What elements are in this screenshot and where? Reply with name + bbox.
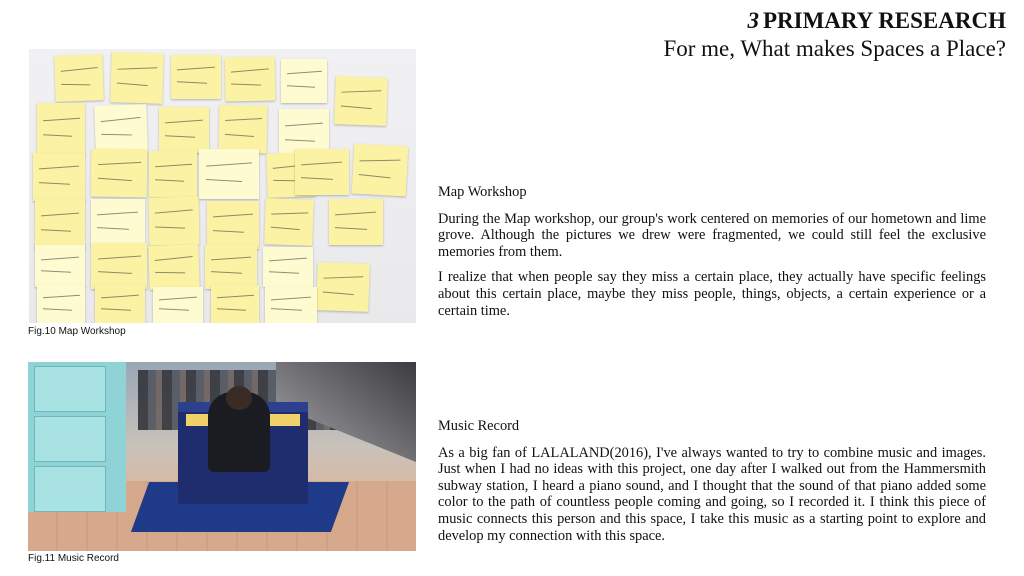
map-workshop-photo [29, 49, 416, 323]
figure-caption: Fig.10 Map Workshop [28, 326, 126, 337]
locker-door [34, 366, 106, 412]
sticky-note [263, 247, 313, 287]
sticky-note [37, 103, 85, 155]
subsection-title: Map Workshop [438, 184, 527, 200]
sticky-note [91, 149, 148, 198]
sticky-note [316, 262, 370, 312]
section-title: PRIMARY RESEARCH [762, 8, 1006, 33]
sticky-note [54, 54, 104, 102]
sticky-note [159, 107, 209, 153]
player-head [226, 386, 252, 410]
sticky-note [95, 285, 145, 323]
sticky-note [35, 199, 85, 249]
page-heading [663, 8, 1006, 63]
sticky-note [205, 245, 257, 289]
lockers [28, 362, 126, 512]
sticky-note [329, 199, 383, 245]
sticky-note [94, 104, 148, 152]
sticky-note [264, 198, 314, 246]
sticky-note [110, 52, 164, 104]
paragraph: As a big fan of LALALAND(2016), I've always wanted to try to combine music and images. Just when I had no ideas with this project, one day after I walked out from the Hammersmith subway station, I heard a piano sound, and I thought that the sound of that piano added some color to the path of countless people coming and going, so I recorded it. I think this piece of music connects this person and this space, I take this music as a starting point to explore and develop my connection with this space. [438, 444, 986, 544]
subsection-title: Music Record [438, 418, 520, 434]
sticky-note [35, 245, 85, 287]
sticky-note [207, 201, 259, 249]
sticky-note [148, 244, 200, 290]
music-record-photo [28, 362, 416, 551]
sticky-note [295, 149, 349, 195]
sticky-note [91, 199, 145, 245]
map-workshop-text [438, 184, 986, 328]
sticky-note [352, 144, 409, 197]
sticky-note [171, 55, 221, 99]
sticky-note [334, 76, 388, 126]
section-number: 3 [747, 8, 759, 33]
music-record-text [438, 418, 986, 553]
sticky-note [225, 57, 276, 102]
sticky-note [91, 243, 147, 289]
sticky-note [281, 59, 327, 103]
paragraph: I realize that when people say they miss a certain place, they actually have specific feelings about this certain place, maybe they miss people, things, objects, a certain experience or a certain time. [438, 269, 986, 319]
sticky-note [149, 151, 197, 197]
sticky-note [153, 287, 203, 323]
locker-door [34, 466, 106, 512]
locker-door [34, 416, 106, 462]
sticky-note [33, 153, 85, 201]
section-subtitle: For me, What makes Spaces a Place? [663, 36, 1006, 62]
sticky-note [199, 149, 259, 199]
sticky-note [149, 197, 200, 246]
sticky-note [37, 285, 85, 323]
sticky-note [211, 285, 259, 323]
section-title-line [663, 8, 1006, 34]
sticky-note [265, 287, 317, 323]
figure-caption: Fig.11 Music Record [28, 553, 119, 564]
sticky-note [219, 105, 268, 154]
paragraph: During the Map workshop, our group's work centered on memories of our hometown and lime grove. Although the pictures we drew were fragmented, we could still feel the exclusive memories from them. [438, 210, 986, 260]
